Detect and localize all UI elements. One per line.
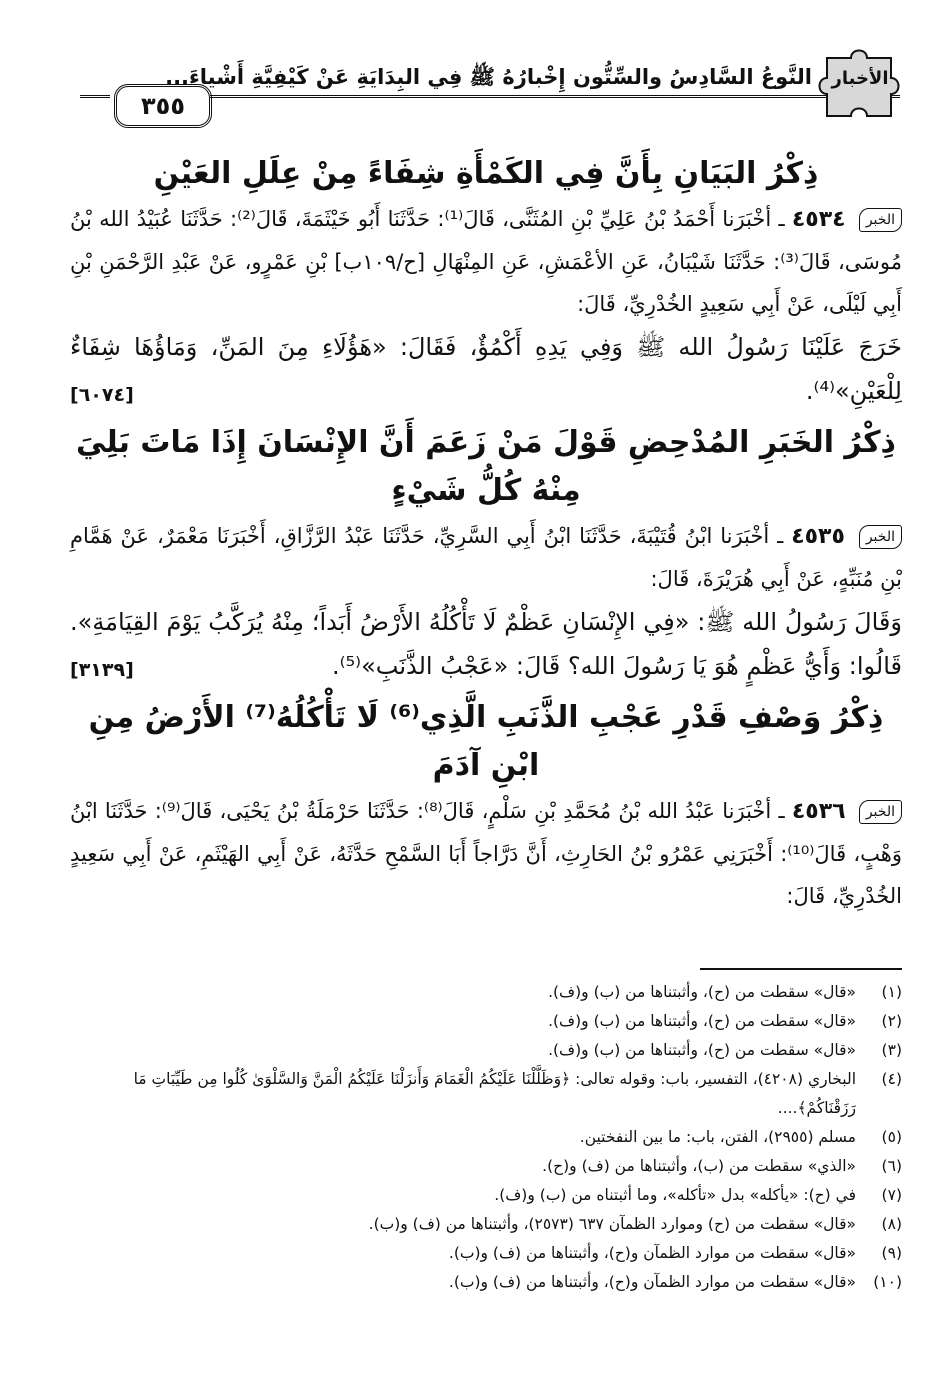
hadith-tag: الخبر: [859, 208, 902, 232]
main-content: [70, 150, 902, 917]
hadith-tag: الخبر: [859, 800, 902, 824]
footnote: [70, 1036, 902, 1065]
footnote: [70, 1152, 902, 1181]
running-title: النَّوعُ السَّادِسُ والسِّتُّون إِخْبارُهُ ﷺ فِي البِدَايَةِ عَنْ كَيْفِيَّةِ أَشْياءَ...: [165, 65, 812, 89]
footnote-number: (٨): [881, 1215, 902, 1233]
header-rule-left: [80, 95, 110, 98]
hadith-text-2: [70, 600, 902, 688]
footnote-divider: [700, 968, 902, 970]
footnote-text: البخاري (٤٢٠٨)، التفسير، باب: وقوله تعالى: ﴿وَظَلَّلْنَا عَلَيْكُمُ الْغَمَامَ وَأَنزَلْنَا عَلَيْكُمُ الْمَنَّ وَالسَّلْوَىٰ كُلُوا مِن طَيِّبَاتِ مَا رَزَقْنَاكُمْ﴾....: [133, 1070, 856, 1117]
hadith-text-1: [70, 325, 902, 413]
footnote-number: (١٠): [873, 1273, 902, 1291]
footnote: [70, 1123, 902, 1152]
page-number: ٣٥٥: [114, 84, 212, 128]
hadith-number: ٤٥٣٥: [791, 524, 845, 549]
hadith-number: ٤٥٣٦: [791, 799, 846, 824]
hadith-reference: [٦٠٧٤]: [70, 384, 134, 406]
footnote-text: «قال» سقطت من (ح)، وأثبتناها من (ب) و(ف).: [548, 983, 856, 1001]
hadith-tag: الخبر: [859, 525, 902, 549]
footnote-text: «قال» سقطت من موارد الظمآن و(ح)، وأثبتناها من (ف) و(ب).: [448, 1273, 856, 1291]
footnote: [70, 1007, 902, 1036]
footnote-number: (٦): [881, 1157, 902, 1175]
hadith-reference: [٣١٣٩]: [70, 659, 134, 681]
hadith-number: ٤٥٣٤: [791, 207, 846, 232]
section-title-1: ذِكْرُ البَيَانِ بِأَنَّ فِي الكَمْأَةِ شِفَاءً مِنْ عِلَلِ العَيْنِ: [153, 156, 819, 191]
footnote-text: «قال» سقطت من (ح)، وأثبتناها من (ب) و(ف).: [548, 1041, 856, 1059]
footnote: [70, 1210, 902, 1239]
footnote-number: (٤): [881, 1070, 902, 1088]
footnote: [70, 1239, 902, 1268]
hadith-chain-text: ـ أخْبَرَنا أَحْمَدُ بْنُ عَلِيِّ بْنِ المُثَنَّى، قَالَ⁽¹⁾: حَدَّثَنَا أَبُو خَيْثَمَةَ، قَالَ⁽²⁾: حَدَّثَنَا عُبَيْدُ الله بْنُ مُوسَى، قَالَ⁽³⁾: حَدَّثَنَا شَيْبَانُ، عَنِ الأعْمَشِ، عَنِ المِنْهَالِ [ح/١٠٩ب] بْنِ عَمْرٍو، عَنْ عَبْدِ الرَّحْمَنِ بْنِ أَبِي لَيْلَى، عَنْ أَبِي سَعِيدٍ الخُدْرِيِّ، قَالَ:: [70, 207, 902, 316]
footnote: [70, 978, 902, 1007]
footnote-text: «قال» سقطت من (ح) وموارد الظمآن ٦٣٧ (٢٥٧٣)، وأثبتناها من (ف) و(ب).: [368, 1215, 856, 1233]
hadith-chain-3: [70, 790, 902, 917]
hadith-body: وَقَالَ رَسُولُ الله ﷺ: «فِي الإِنْسَانِ عَظْمٌ لَا تَأْكُلُهُ الأَرْضُ أَبَداً؛ مِنْهُ يُرَكَّبُ يَوْمَ القِيَامَةِ». قَالُوا: وَأَيُّ عَظْمٍ هُوَ يَا رَسُولَ الله؟ قَالَ: «عَجْبُ الذَّنَبِ»⁽⁵⁾.: [70, 608, 902, 680]
hadith-chain-1: [70, 198, 902, 325]
footnote: [70, 1065, 902, 1123]
footnote-number: (٧): [881, 1186, 902, 1204]
section-title-2: ذِكْرُ الخَبَرِ المُدْحِضِ قَوْلَ مَنْ زَعَمَ أَنَّ الإِنْسَانَ إِذَا مَاتَ بَلِيَ مِنْهُ كُلُّ شَيْءٍ: [76, 425, 896, 508]
footnote-text: في (ح): «يأكله» بدل «تأكله»، وما أثبتناه من (ب) و(ف).: [494, 1186, 856, 1204]
footnote-number: (٩): [881, 1244, 902, 1262]
hadith-chain-2: [70, 515, 902, 600]
section-tag: الأخبار: [831, 68, 889, 89]
section-title-3: ذِكْرُ وَصْفِ قَدْرِ عَجْبِ الذَّنَبِ الَّذِي⁽⁶⁾ لَا تَأْكُلُهُ⁽⁷⁾ الأَرْضُ مِنِ ابْنِ آدَمَ: [88, 700, 884, 783]
footnotes: [70, 978, 902, 1297]
hadith-body: خَرَجَ عَلَيْنَا رَسُولُ الله ﷺ وَفِي يَدِهِ أَكْمُؤٌ، فَقَالَ: «هَؤُلَاءِ مِنَ المَنِّ، وَمَاؤُهَا شِفَاءٌ لِلْعَيْنِ»⁽⁴⁾.: [70, 333, 902, 405]
hadith-chain-text: ـ أخْبَرَنا ابْنُ قُتَيْبَةَ، حَدَّثَنَا ابْنُ أَبِي السَّرِيِّ، حَدَّثَنَا عَبْدُ الرَّزَّاقِ، أَخْبَرَنَا مَعْمَرٌ، عَنْ هَمَّامِ بْنِ مُنَبِّهٍ، عَنْ أَبِي هُرَيْرَةَ، قَالَ:: [70, 524, 902, 591]
footnote: [70, 1268, 902, 1297]
hadith-chain-text: ـ أخْبَرَنا عَبْدُ الله بْنُ مُحَمَّدِ بْنِ سَلْمٍ، قَالَ⁽⁸⁾: حَدَّثَنَا حَرْمَلَةُ بْنُ يَحْيَى، قَالَ⁽⁹⁾: حَدَّثَنَا ابْنُ وَهْبٍ، قَالَ⁽¹⁰⁾: أَخْبَرَنِي عَمْرُو بْنُ الحَارِثِ، أَنَّ دَرَّاجاً أَبَا السَّمْحِ حَدَّثَهُ، عَنْ أَبِي الهَيْثَمِ، عَنْ أَبِي سَعِيدٍ الخُدْرِيِّ، قَالَ:: [70, 799, 902, 908]
footnote-number: (٥): [881, 1128, 902, 1146]
footnote-text: «الذي» سقطت من (ب)، وأثبتناها من (ف) و(ح).: [542, 1157, 856, 1175]
footnote-number: (١): [881, 983, 902, 1001]
page-header: [80, 44, 902, 124]
footnote-number: (٣): [881, 1041, 902, 1059]
footnote-number: (٢): [881, 1012, 902, 1030]
footnote-text: مسلم (٢٩٥٥)، الفتن، باب: ما بين النفختين.: [579, 1128, 856, 1146]
footnote: [70, 1181, 902, 1210]
header-rule: [210, 95, 900, 98]
footnote-text: «قال» سقطت من (ح)، وأثبتناها من (ب) و(ف).: [548, 1012, 856, 1030]
footnote-text: «قال» سقطت من موارد الظمآن و(ح)، وأثبتناها من (ف) و(ب).: [448, 1244, 856, 1262]
